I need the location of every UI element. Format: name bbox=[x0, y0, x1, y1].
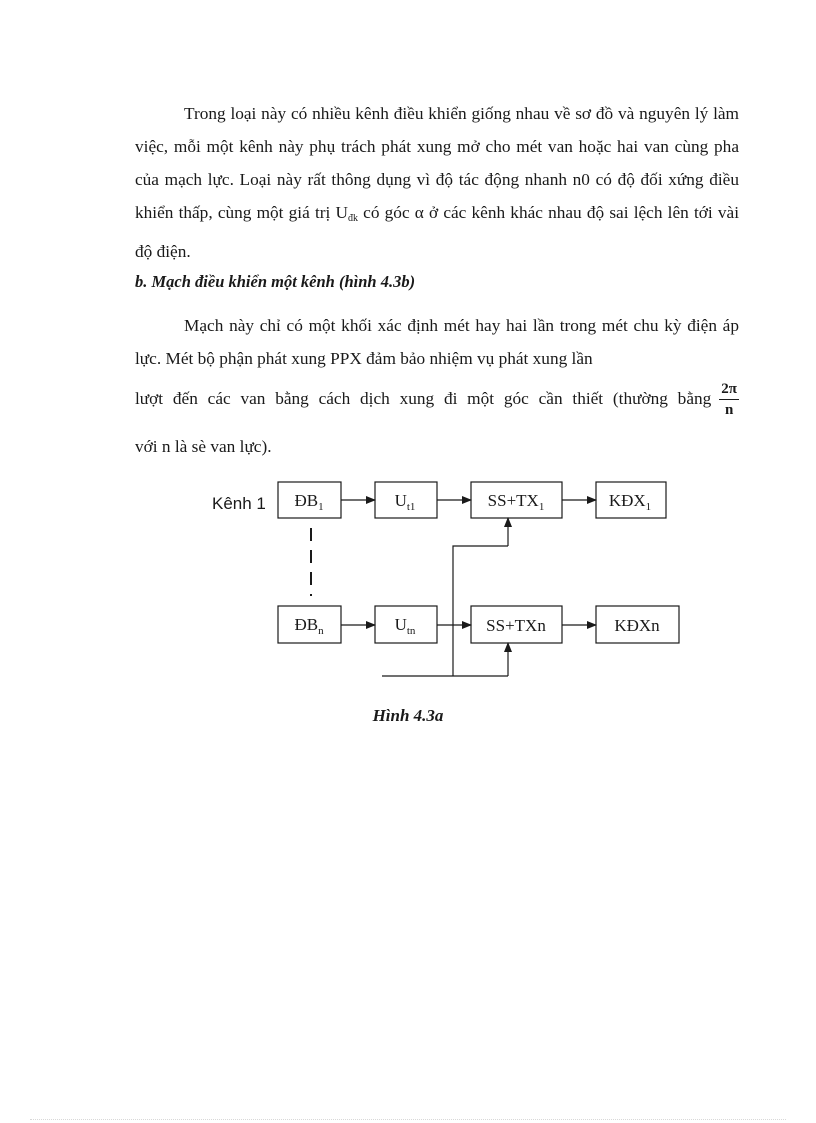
channel-label: Kênh 1 bbox=[212, 494, 266, 513]
block-kdxn-label: KĐXn bbox=[614, 616, 660, 635]
block-utn-label: $U_{tn}$ bbox=[394, 615, 416, 637]
block-sstxn-label: SS+TXn bbox=[486, 616, 546, 635]
fraction-2pi-over-n: $\frac{2\pi}{n}$ bbox=[721, 380, 737, 418]
block-sstx1-label: $SS+TX_1$ bbox=[487, 491, 545, 513]
block-ut1-label: $U_{t1}$ bbox=[394, 491, 416, 513]
section-heading: b. Mạch điều khiển một kênh (hình 4.3b) bbox=[135, 272, 416, 291]
paragraph-2: Mạch này chỉ có một khối xác định mét hay hai lần trong mét chu kỳ điện áp lực. Mét bộ phận phát xung PPX đảm bảo nhiệm vụ phát xung lần bbox=[135, 316, 739, 368]
block-dbn-label: $ĐB_n$ bbox=[294, 615, 324, 637]
paragraph-1: Trong loại này có nhiều kênh điều khiển giống nhau về sơ đồ và nguyên lý làm việc, mỗi một kênh này phụ trách phát xung mở cho mét van hoặc hai van cùng pha của mạch lực. Loại này rất thông dụng vì độ tác động nhanh n0 có độ đối xứng điều khiển thấp, cùng một giá trị $U_{đk}$ có góc α ở các kênh khác nhau độ sai lệch lên tới vài độ điện. bbox=[135, 104, 739, 261]
footer-rule bbox=[30, 1119, 786, 1120]
figure-caption: Hình 4.3a bbox=[372, 706, 444, 725]
feed-line-top bbox=[453, 546, 508, 676]
paragraph-2-line-4: với n là sè van lực). bbox=[135, 437, 272, 456]
paragraph-2-line-3: lượt đến các van bằng cách dịch xung đi một góc cần thiết (thường bằng $\frac{2\pi}{n}$ bbox=[135, 380, 737, 418]
block-kdx1-label: $KĐX_1$ bbox=[608, 491, 652, 513]
block-db1-label: $ĐB_1$ bbox=[294, 491, 324, 513]
